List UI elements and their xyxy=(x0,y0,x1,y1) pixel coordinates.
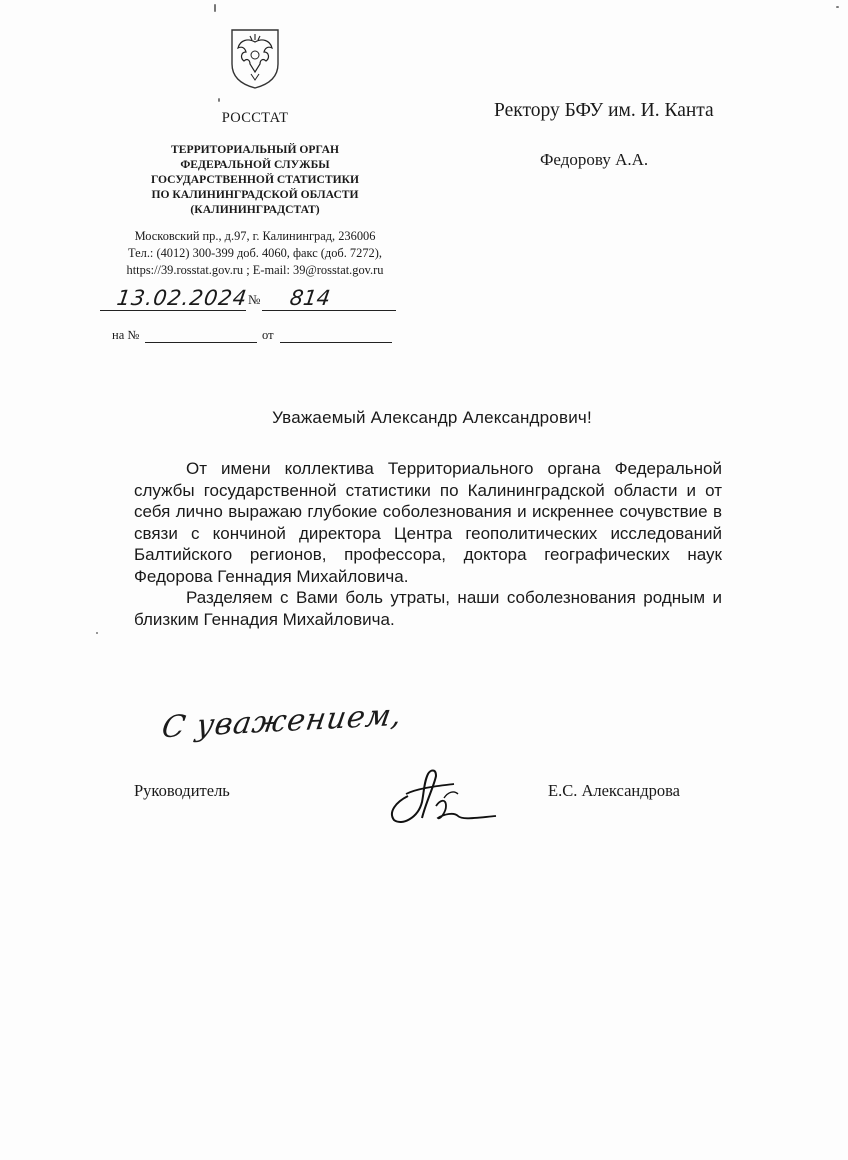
scan-speck xyxy=(218,98,220,102)
registration-number-label: № xyxy=(248,292,261,307)
recipient-name: Федорову А.А. xyxy=(540,150,649,169)
coat-of-arms-icon xyxy=(228,28,282,90)
recipient-title: Ректору БФУ им. И. Канта xyxy=(494,100,714,121)
reg-date-underline xyxy=(100,310,246,311)
agency-line: ГОСУДАРСТВЕННОЙ СТАТИСТИКИ xyxy=(150,173,360,186)
agency-short-name: РОССТАТ xyxy=(221,110,289,126)
registration-number: 814 xyxy=(288,286,332,310)
letter-body xyxy=(134,458,722,630)
scan-speck xyxy=(214,4,216,12)
agency-full-name xyxy=(100,142,410,217)
reference-row xyxy=(112,328,139,343)
agency-address xyxy=(95,228,415,279)
agency-line: ПО КАЛИНИНГРАДСКОЙ ОБЛАСТИ xyxy=(151,188,359,201)
address-line: Московский пр., д.97, г. Калининград, 236006 xyxy=(134,229,376,243)
address-line: https://39.rosstat.gov.ru ; E-mail: 39@rosstat.gov.ru xyxy=(126,263,384,277)
greeting: Уважаемый Александр Александрович! xyxy=(272,408,592,427)
reference-number-label: на № xyxy=(112,328,140,342)
signature-icon xyxy=(378,762,498,832)
scan-speck xyxy=(96,632,98,634)
address-line: Тел.: (4012) 300-399 доб. 4060, факс (доб. 7272), xyxy=(128,246,382,260)
ref-number-underline xyxy=(145,342,257,343)
reg-number-underline xyxy=(262,310,396,311)
agency-line: ТЕРРИТОРИАЛЬНЫЙ ОРГАН xyxy=(171,143,339,156)
registration-date: 13.02.2024 xyxy=(115,286,249,310)
agency-line: (КАЛИНИНГРАДСТАТ) xyxy=(190,203,320,216)
body-paragraph: От имени коллектива Территориального органа Федеральной службы государственной статистики по Калининградской области и от себя лично выражаю глубокие соболезнования и искреннее сочувствие в связи с кончиной директора Центра геополитических исследований Балтийского регионов, профессора, доктора географических наук Федорова Геннадия Михайловича. xyxy=(134,459,722,586)
handwritten-regards: С уважением, xyxy=(159,697,405,746)
ref-date-underline xyxy=(280,342,392,343)
signer-name: Е.С. Александрова xyxy=(548,781,681,800)
scan-speck xyxy=(836,6,839,8)
agency-line: ФЕДЕРАЛЬНОЙ СЛУЖБЫ xyxy=(180,158,330,171)
body-paragraph: Разделяем с Вами боль утраты, наши соболезнования родным и близким Геннадия Михайловича. xyxy=(134,588,722,629)
signer-position: Руководитель xyxy=(134,781,230,800)
reference-from-label: от xyxy=(262,328,274,342)
